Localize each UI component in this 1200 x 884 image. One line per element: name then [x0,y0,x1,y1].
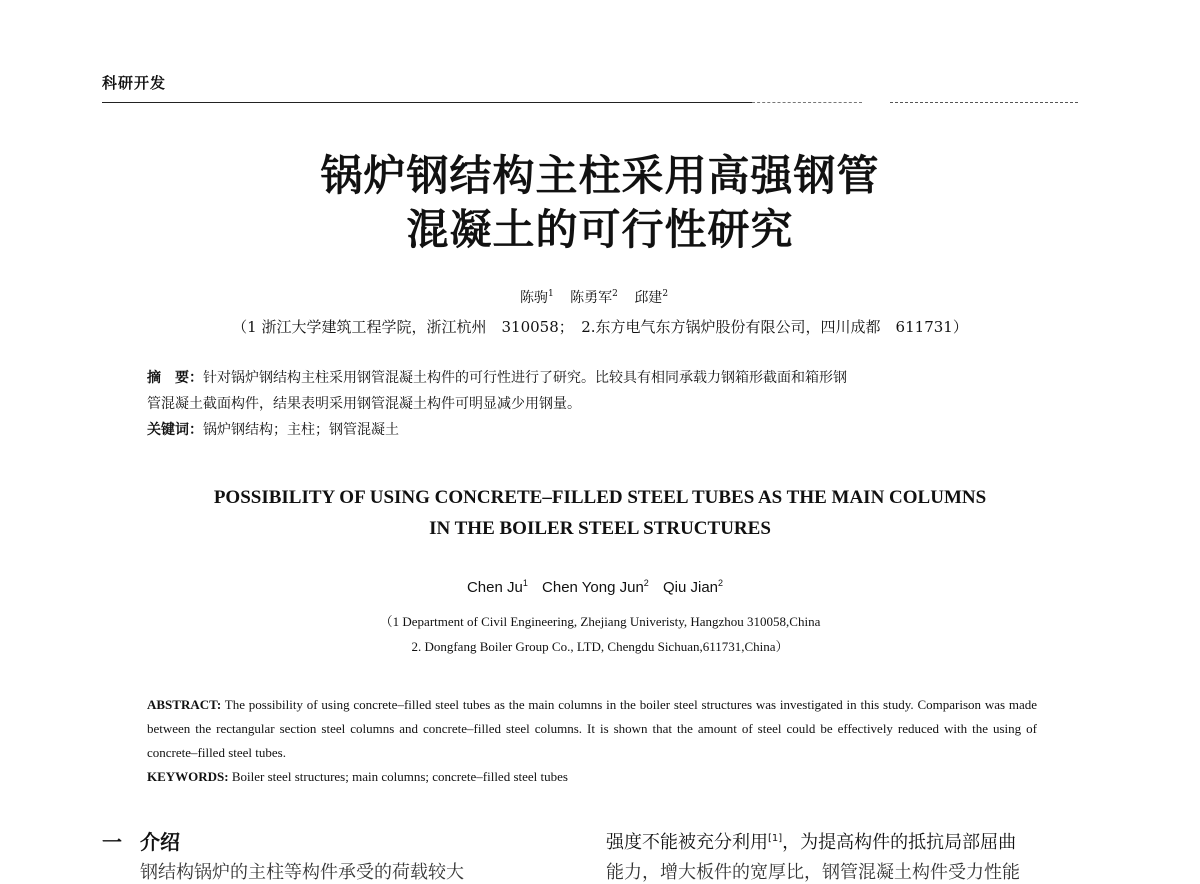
body-text-left-cut [140,858,580,883]
body-text-right [606,828,1016,854]
section-title: 介绍 [140,830,180,854]
abstract-cn-line2: 管混凝土截面构件，结果表明采用钢管混凝土构件可明显减少用钢量。 [147,396,581,412]
author-cn: 陈勇军 [570,290,613,306]
affiliation-en-line2: 2. Dongfang Boiler Group Co., LTD, Chengdu Sichuan,611731,China） [411,639,789,654]
author-cn: 邱建 [634,290,663,306]
paper-title-en-line1: POSSIBILITY OF USING CONCRETE–FILLED STEEL TUBES AS THE MAIN COLUMNS [213,487,987,508]
affiliation-cn: （1 浙江大学建筑工程学院，浙江杭州 310058； 2.东方电气东方锅炉股份有限公司，四川成都 611731） [232,318,968,336]
paper-title-en-line2: IN THE BOILER STEEL STRUCTURES [429,518,771,539]
abstract-en-text: The possibility of using concrete–filled steel tubes as the main columns in the boiler steel structures was investigated in this study. Comparison was made between the rectangular section steel columns and concrete–filled steel columns. It is shown that the amount of steel could be effectively reduced with the using of concrete–filled steel tubes. [147,697,1037,760]
keywords-en [147,765,1037,789]
body-text-left-cut-line: 钢结构锅炉的主柱等构件承受的荷载较大 [140,862,464,883]
abstract-en [147,693,1037,789]
authors-cn [100,287,1100,307]
header-rule-right [890,102,1078,103]
affiliation-en-line1: （1 Department of Civil Engineering, Zhejiang Univeristy, Hangzhou 310058,China [379,614,821,629]
header-rule-dashed [752,102,862,103]
body-text-right-a: 强度不能被充分利用 [606,832,768,853]
keywords-en-label: KEYWORDS: [147,769,229,784]
paper-title-cn-line2: 混凝土的可行性研究 [406,205,794,254]
section-heading [102,826,180,855]
author-en: Chen Ju [466,579,523,596]
author-en-sup: 2 [643,578,649,588]
header-rule [102,102,752,103]
keywords-cn-label: 关键词： [147,422,203,438]
author-en-sup: 1 [522,578,528,588]
author-en-sup: 2 [718,578,724,588]
author-en: Chen Yong Jun [542,579,644,596]
keywords-cn [147,417,1063,443]
keywords-en-text: Boiler steel structures; main columns; concrete–filled steel tubes [231,769,568,784]
abstract-cn-label: 摘 要： [147,370,203,386]
abstract-en-label: ABSTRACT: [147,697,222,712]
authors-en [100,578,1100,596]
body-text-right-b: ，为提高构件的抵抗局部屈曲 [782,832,1017,853]
author-cn-sup: 1 [547,289,554,300]
abstract-en-body [147,693,1037,765]
body-text-right-cut [606,858,1076,883]
section-number: 一 [102,830,122,854]
keywords-cn-text: 锅炉钢结构；主柱；钢管混凝土 [203,422,399,438]
paper-title-cn-line1: 锅炉钢结构主柱采用高强钢管 [320,151,880,200]
section-tag: 科研开发 [102,74,167,92]
abstract-cn-text1: 针对锅炉钢结构主柱采用钢管混凝土构件的可行性进行了研究。比较具有相同承载力钢箱形截面和箱形钢 [203,370,847,386]
citation-ref: [1] [768,833,783,844]
abstract-cn-line1 [147,365,1063,391]
author-cn: 陈驹 [519,290,548,306]
author-cn-sup: 2 [662,289,669,300]
author-cn-sup: 2 [612,289,618,300]
body-text-right-cut-line: 能力，增大板件的宽厚比，钢管混凝土构件受力性能 [606,862,1020,883]
abstract-cn [147,365,1063,443]
author-en: Qiu Jian [662,579,719,596]
